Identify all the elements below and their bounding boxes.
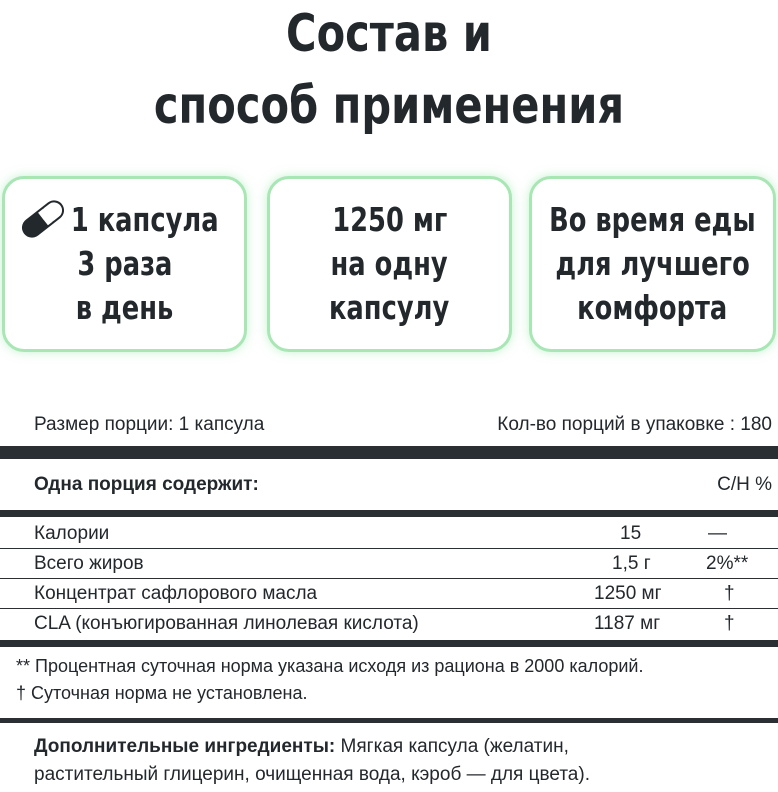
row-amount: 15: [620, 523, 642, 544]
table-header-dv: С/Н %: [717, 474, 772, 495]
card-line: на одну: [330, 244, 449, 283]
servings-per-container: Кол-во порций в упаковке : 180: [497, 414, 772, 435]
row-amount: 1250 мг: [594, 583, 662, 604]
card-line: капсулу: [329, 288, 450, 327]
serving-size: Размер порции: 1 капсула: [34, 414, 265, 435]
ingredients-divider: [0, 718, 778, 723]
footnote-not-established: † Суточная норма не установлена.: [16, 683, 308, 703]
card-line: для лучшего: [555, 244, 750, 283]
row-divider: [0, 578, 778, 579]
page-title-line2: способ применения: [153, 76, 625, 136]
ingredients-label: Дополнительные ингредиенты:: [34, 736, 336, 757]
row-dv: —: [708, 523, 727, 544]
row-name: Калории: [34, 523, 110, 544]
table-top-bar: [0, 446, 778, 459]
ingredients-line1: [34, 736, 569, 758]
row-amount: 1,5 г: [612, 553, 651, 574]
row-name: Всего жиров: [34, 553, 144, 574]
row-divider: [0, 608, 778, 609]
card-line: 1 капсула: [70, 200, 219, 239]
ingredients-line2: растительный глицерин, очищенная вода, кэроб — для цвета).: [34, 764, 590, 785]
amount-card: [267, 176, 512, 352]
footnote-daily-value: ** Процентная суточная норма указана исходя из рациона в 2000 калорий.: [16, 656, 644, 676]
card-line: 3 раза: [76, 244, 172, 283]
row-dv: 2%**: [706, 553, 749, 574]
row-divider: [0, 548, 778, 549]
card-line: в день: [75, 288, 174, 327]
table-header-label: Одна порция содержит:: [34, 474, 259, 495]
row-name: Концентрат сафлорового масла: [34, 583, 318, 604]
capsule-icon: [15, 197, 71, 241]
ingredients-text: Мягкая капсула (желатин,: [335, 736, 569, 757]
page-title-line1: Состав и: [286, 4, 492, 64]
row-name: CLA (конъюгированная линолевая кислота): [34, 613, 419, 634]
dosage-card: [2, 176, 247, 352]
table-bottom-bar: [0, 640, 778, 647]
card-line: 1250 мг: [331, 200, 448, 239]
card-line: Во время еды: [549, 200, 756, 239]
row-dv: †: [724, 613, 735, 634]
row-dv: †: [724, 583, 735, 604]
timing-card: [529, 176, 776, 352]
row-amount: 1187 мг: [594, 613, 661, 634]
table-header-bar: [0, 510, 778, 517]
card-line: комфорта: [577, 288, 728, 327]
